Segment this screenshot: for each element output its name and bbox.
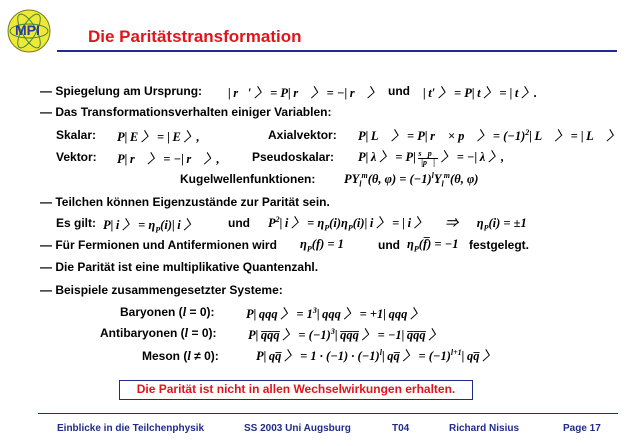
footer-page: Page 17 bbox=[563, 423, 601, 434]
bullet-5-text: Die Parität ist eine multiplikative Quantenzahl. bbox=[55, 260, 319, 274]
mpi-atom-logo-icon bbox=[6, 8, 52, 54]
formula-meson: P| qq̅ 〉 = $1 \cdot (-1) \cdot (-1)^l|$ qq̅ 〉 = $(-1)^{l+1}|$ qq̅ 〉 bbox=[256, 347, 496, 363]
label-es-gilt: Es gilt: bbox=[56, 216, 97, 230]
label-pseudoskalar: Pseudoskalar: bbox=[252, 150, 335, 164]
formula-antibaryonen: P| q̅q̅q̅ 〉 = $(-1)^3|$ q̅q̅q̅ 〉 = −1| q̅q̅q̅ 〉 bbox=[248, 326, 442, 342]
formula-mirror-x: | r⃗′ 〉 = P| r⃗ 〉 = −| r⃗ 〉 bbox=[228, 86, 380, 100]
formula-pseudoskalar: P| λ 〉 = P| $\frac{s⃗p⃗}{|p⃗|}$ 〉 = −| λ 〉, bbox=[358, 148, 505, 167]
antibaryonen-close: ): bbox=[208, 326, 217, 340]
bullet-2: — Das Transformationsverhalten einiger Variablen: bbox=[40, 105, 332, 119]
bullet-5: — Die Parität ist eine multiplikative Quantenzahl. bbox=[40, 260, 319, 274]
bullet-3: — Teilchen können Eigenzustände zur Parität sein. bbox=[40, 195, 330, 209]
label-meson: Meson (l ≠ 0): bbox=[142, 349, 219, 363]
logo-text: MPI bbox=[15, 22, 40, 38]
antibaryonen-text: Antibaryonen ( bbox=[100, 326, 185, 340]
und-1: und bbox=[388, 84, 410, 98]
bullet-2-text: Das Transformationsverhalten einiger Variablen: bbox=[55, 105, 332, 119]
formula-eigen: P| i 〉 = $\eta_P(i)|$ i 〉 bbox=[103, 218, 197, 235]
formula-skalar: P| E 〉 = | E 〉, bbox=[117, 130, 200, 144]
footer-course: Einblicke in die Teilchenphysik bbox=[57, 423, 205, 434]
bullet-4: — Für Fermionen und Antifermionen wird bbox=[40, 238, 277, 252]
bullet-6: — Beispiele zusammengesetzter Systeme: bbox=[40, 283, 283, 297]
formula-antifermion: $\eta_P(f̅) = -1$ bbox=[407, 237, 459, 254]
footer-code: T04 bbox=[392, 423, 410, 434]
bullet-1: — Spiegelung am Ursprung: bbox=[40, 84, 203, 98]
formula-p-squared: $P^2|$ i 〉 = $\eta_P(i)\eta_P(i)|$ i 〉 = | i 〉 ⇒ $\eta_P(i) = \pm 1$ bbox=[268, 214, 527, 233]
title-rule bbox=[57, 50, 617, 52]
page-title: Die Paritätstransformation bbox=[88, 27, 302, 46]
formula-kugelwellen: $PY_l^m(\theta$, $\varphi) = (-1)^lY_l^m(\theta$, φ) bbox=[344, 171, 479, 189]
formula-axialvektor: P| L⃗ 〉 = P| r⃗ × p⃗ 〉 = $(-1)^2|$ L⃗ 〉 = | L⃗ 〉 bbox=[358, 127, 620, 143]
bullet-6-text: Beispiele zusammengesetzter Systeme: bbox=[55, 283, 283, 297]
und-3: und bbox=[378, 238, 400, 252]
label-skalar: Skalar: bbox=[56, 128, 97, 142]
highlight-box: Die Parität ist nicht in allen Wechselwirkungen erhalten. bbox=[119, 380, 473, 400]
formula-vektor: P| r⃗ 〉 = −| r⃗ 〉, bbox=[117, 152, 220, 166]
und-2: und bbox=[228, 216, 250, 230]
label-kugelwellen: Kugelwellenfunktionen: bbox=[180, 172, 316, 186]
meson-close: ): bbox=[210, 349, 219, 363]
baryonen-text: Baryonen ( bbox=[120, 305, 183, 319]
bullet-3-text: Teilchen können Eigenzustände zur Parität sein. bbox=[55, 195, 330, 209]
baryonen-close: ): bbox=[206, 305, 215, 319]
formula-fermion: $\eta_P(f) = 1$ bbox=[300, 237, 344, 254]
meson-text: Meson ( bbox=[142, 349, 188, 363]
formula-baryonen: P| qqq 〉 = $1^3|$ qqq 〉 = +1| qqq 〉 bbox=[246, 305, 423, 321]
label-vektor: Vektor: bbox=[56, 150, 97, 164]
label-baryonen: Baryonen (l = 0): bbox=[120, 305, 215, 319]
label-antibaryonen: Antibaryonen (l = 0): bbox=[100, 326, 217, 340]
bullet-1-label: Spiegelung am Ursprung: bbox=[55, 84, 203, 98]
footer-author: Richard Nisius bbox=[449, 423, 520, 434]
footer-rule bbox=[38, 413, 618, 414]
bullet-4-post: festgelegt. bbox=[469, 238, 530, 252]
footer-term: SS 2003 Uni Augsburg bbox=[244, 423, 351, 434]
bullet-4-pre: Für Fermionen und Antifermionen wird bbox=[55, 238, 277, 252]
label-axialvektor: Axialvektor: bbox=[268, 128, 337, 142]
formula-mirror-t: | t′ 〉 = P| t 〉 = | t 〉. bbox=[423, 86, 538, 100]
